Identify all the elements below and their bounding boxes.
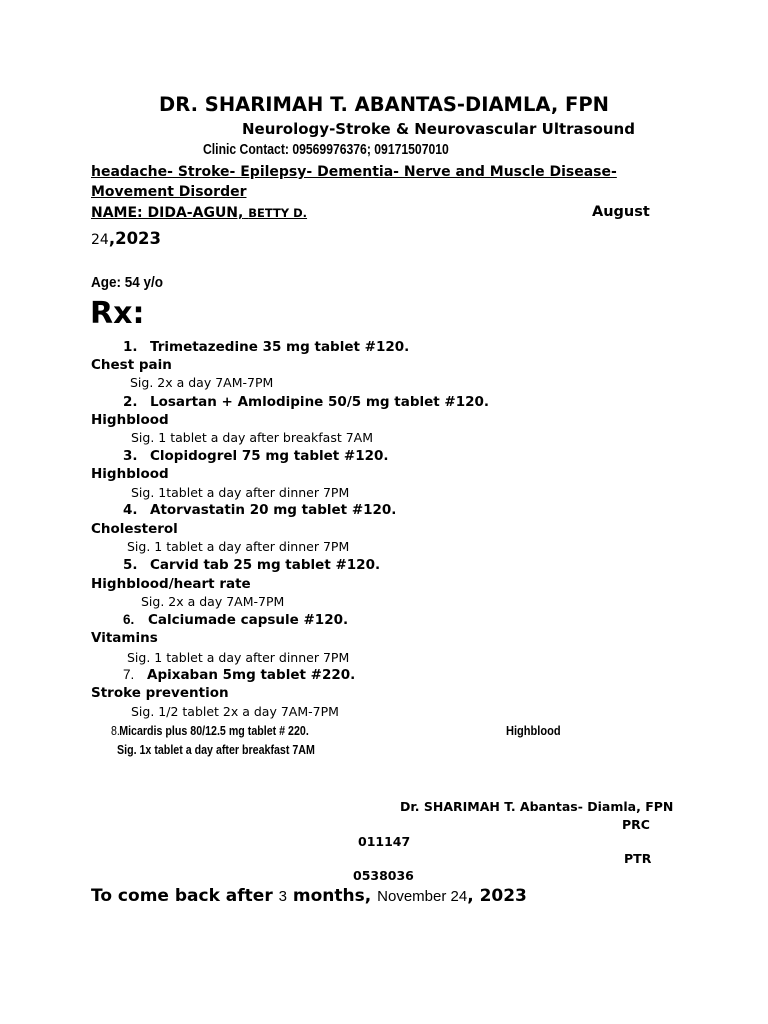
medication-indication: Highblood (91, 466, 169, 482)
medication-sig: Sig. 2x a day 7AM-7PM (141, 594, 285, 609)
date-month: August (592, 204, 650, 220)
medication-line (123, 394, 489, 410)
medication-sig: Sig. 1x tablet a day after breakfast 7AM (117, 742, 315, 757)
patient-name (91, 205, 307, 221)
ptr-label: PTR (624, 851, 652, 866)
medication-number: 2. (123, 394, 138, 410)
medication-indication: Stroke prevention (91, 685, 229, 701)
medication-line (123, 502, 396, 518)
prc-number: 011147 (358, 834, 411, 849)
patient-age: Age: 54 y/o (91, 274, 164, 291)
medication-sig: Sig. 1tablet a day after dinner 7PM (131, 485, 350, 500)
medication-number: 8. (111, 723, 120, 738)
prc-label: PRC (622, 817, 650, 832)
medication-line (123, 557, 380, 573)
medication-indication: Vitamins (91, 630, 158, 646)
followup-year: , 2023 (467, 886, 527, 906)
followup-pre: To come back after (91, 886, 273, 906)
medication-indication: Chest pain (91, 357, 172, 373)
medication-drug: Carvid tab 25 mg tablet #120. (150, 557, 381, 573)
medication-sig: Sig. 1 tablet a day after dinner 7PM (127, 539, 350, 554)
medication-indication: Highblood/heart rate (91, 576, 251, 592)
medication-line (123, 448, 389, 464)
specialty: Neurology-Stroke & Neurovascular Ultrasound (242, 120, 635, 138)
date-day: 24 (91, 232, 109, 248)
patient-given-name: BETTY D. (248, 206, 308, 220)
medication-sig: Sig. 1 tablet a day after dinner 7PM (127, 650, 350, 665)
followup-date: November 24 (377, 888, 468, 905)
date-day-year (91, 229, 161, 248)
clinic-contact: Clinic Contact: 09569976376; 09171507010 (203, 142, 449, 158)
medication-drug: Atorvastatin 20 mg tablet #120. (150, 502, 397, 518)
followup-instruction (91, 886, 527, 906)
medication-number: 5. (123, 557, 138, 573)
patient-name-label: NAME: DIDA-AGUN, (91, 205, 244, 221)
medication-line (123, 339, 409, 355)
medication-line (123, 667, 355, 683)
medication-line (111, 723, 309, 738)
medication-sig: Sig. 1 tablet a day after breakfast 7AM (131, 430, 374, 445)
followup-mid: months, (292, 886, 372, 906)
medication-drug: Calciumade capsule #120. (148, 612, 349, 628)
medication-drug: Micardis plus 80/12.5 mg tablet # 220. (119, 723, 309, 738)
conditions-list: headache- Stroke- Epilepsy- Dementia- Nerve and Muscle Disease- Movement Disorder (91, 164, 617, 200)
medication-indication: Highblood (91, 412, 169, 428)
medication-number: 6. (123, 612, 135, 627)
medication-sig: Sig. 2x a day 7AM-7PM (130, 375, 274, 390)
medication-indication: Highblood (506, 723, 561, 738)
medication-number: 7. (123, 667, 135, 682)
medication-drug: Trimetazedine 35 mg tablet #120. (150, 339, 410, 355)
medication-number: 4. (123, 502, 138, 518)
medication-drug: Clopidogrel 75 mg tablet #120. (150, 448, 389, 464)
ptr-number: 0538036 (353, 868, 414, 883)
followup-months-count: 3 (278, 888, 287, 905)
medication-drug: Apixaban 5mg tablet #220. (147, 667, 356, 683)
medication-line (123, 612, 348, 628)
doctor-signature: Dr. SHARIMAH T. Abantas- Diamla, FPN (400, 799, 674, 814)
medication-drug: Losartan + Amlodipine 50/5 mg tablet #120. (150, 394, 490, 410)
medication-number: 3. (123, 448, 138, 464)
medication-sig: Sig. 1/2 tablet 2x a day 7AM-7PM (131, 704, 339, 719)
medication-indication: Cholesterol (91, 521, 178, 537)
medication-number: 1. (123, 339, 138, 355)
rx-label: Rx: (90, 296, 145, 331)
date-year: ,2023 (108, 229, 162, 248)
doctor-name: DR. SHARIMAH T. ABANTAS-DIAMLA, FPN (159, 93, 609, 116)
